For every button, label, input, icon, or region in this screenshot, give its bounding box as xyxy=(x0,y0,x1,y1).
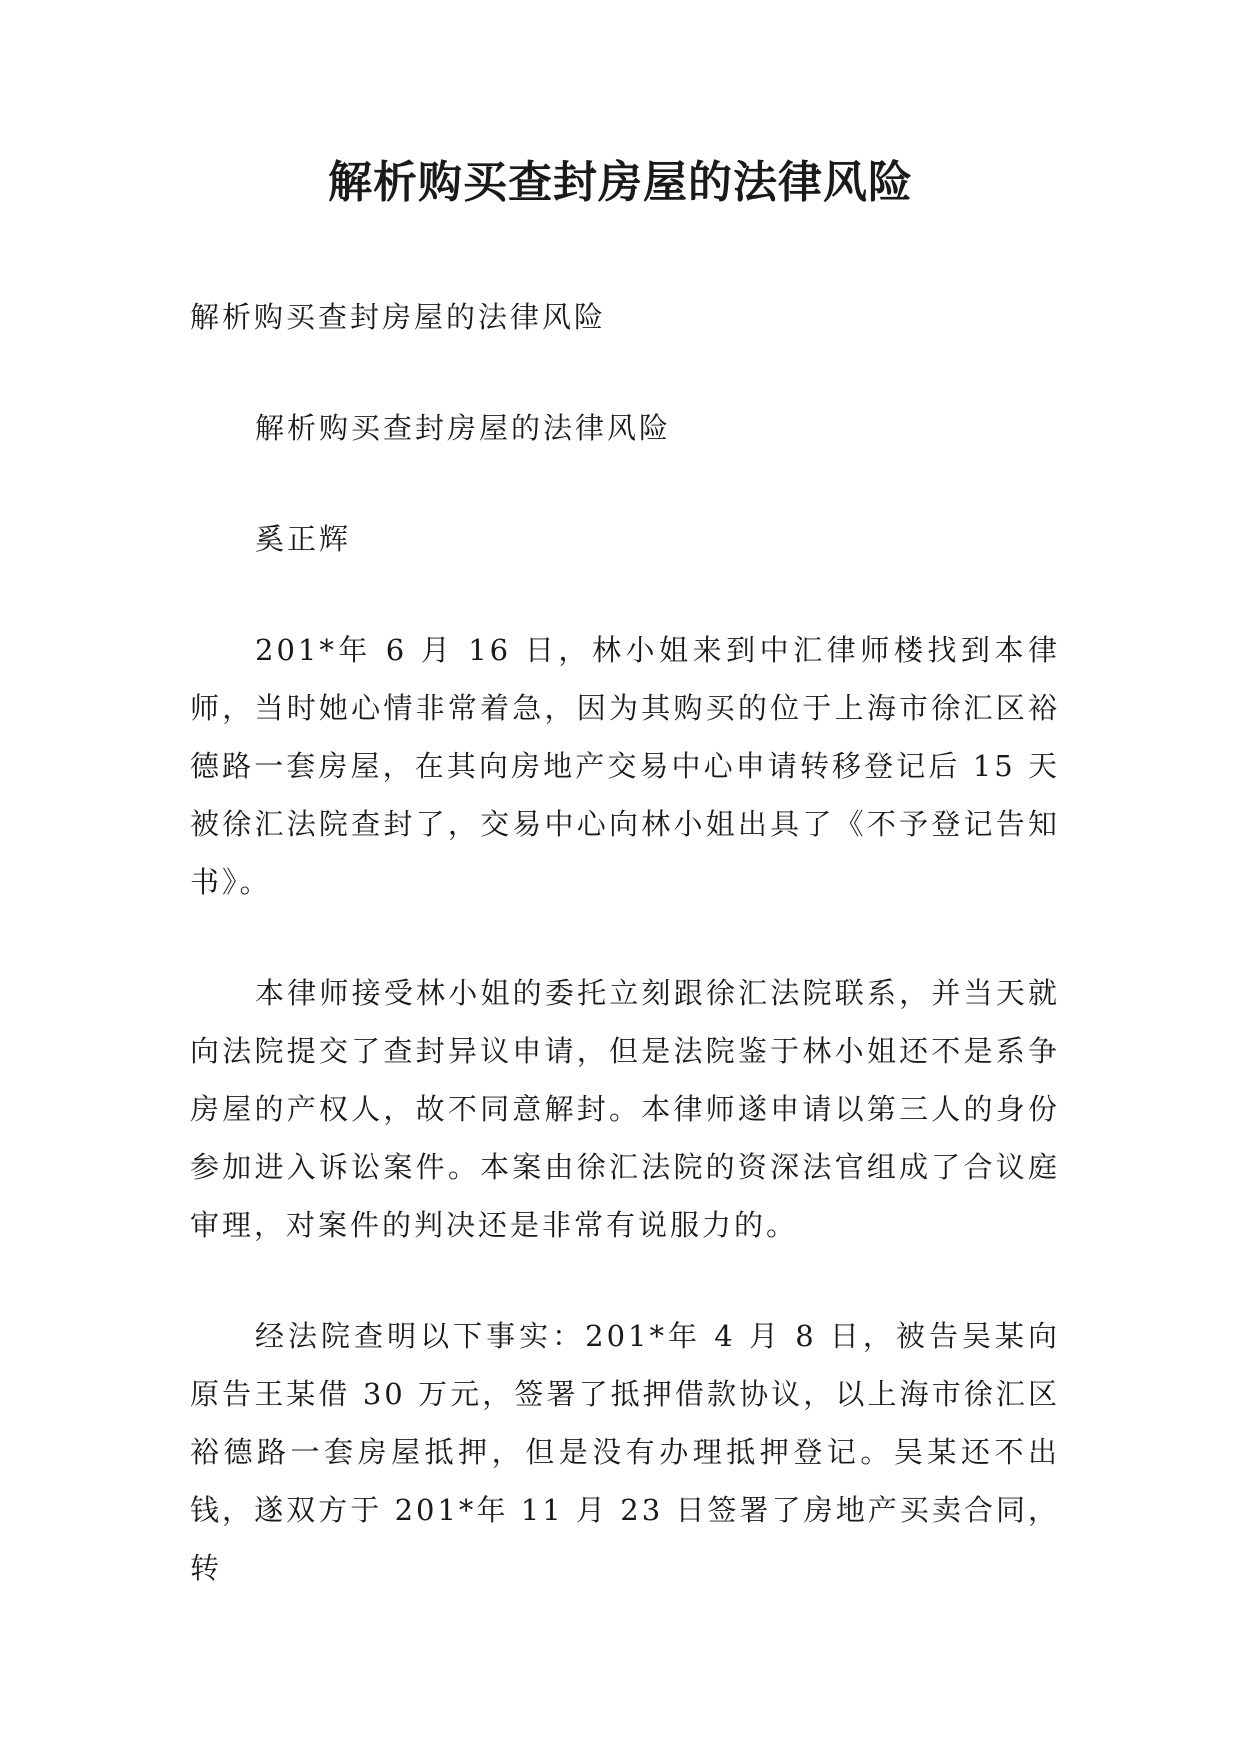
author-line: 奚正辉 xyxy=(255,522,352,556)
lead-line: 解析购买查封房屋的法律风险 xyxy=(190,300,607,334)
body-paragraph-1: 201*年 6 月 16 日，林小姐来到中汇律师楼找到本律师，当时她心情非常着急，因为其购买的位于上海市徐汇区裕德路一套房屋，在其向房地产交易中心申请转移登记后 15 天被徐汇法院查封了，交易中心向林小姐出具了《不予登记告知书》。 xyxy=(190,633,1060,899)
document-body xyxy=(190,288,1060,1597)
body-paragraph-3: 经法院查明以下事实：201*年 4 月 8 日，被告吴某向原告王某借 30 万元，签署了抵押借款协议，以上海市徐汇区裕德路一套房屋抵押，但是没有办理抵押登记。吴某还不出钱，遂双方于 201*年 11 月 23 日签署了房地产买卖合同，转 xyxy=(190,1319,1060,1585)
subtitle-line: 解析购买查封房屋的法律风险 xyxy=(255,411,672,445)
document-title: 解析购买查封房屋的法律风险 xyxy=(328,157,913,208)
body-paragraph-2: 本律师接受林小姐的委托立刻跟徐汇法院联系，并当天就向法院提交了查封异议申请，但是法院鉴于林小姐还不是系争房屋的产权人，故不同意解封。本律师遂申请以第三人的身份参加进入诉讼案件。本案由徐汇法院的资深法官组成了合议庭审理，对案件的判决还是非常有说服力的。 xyxy=(190,976,1060,1242)
